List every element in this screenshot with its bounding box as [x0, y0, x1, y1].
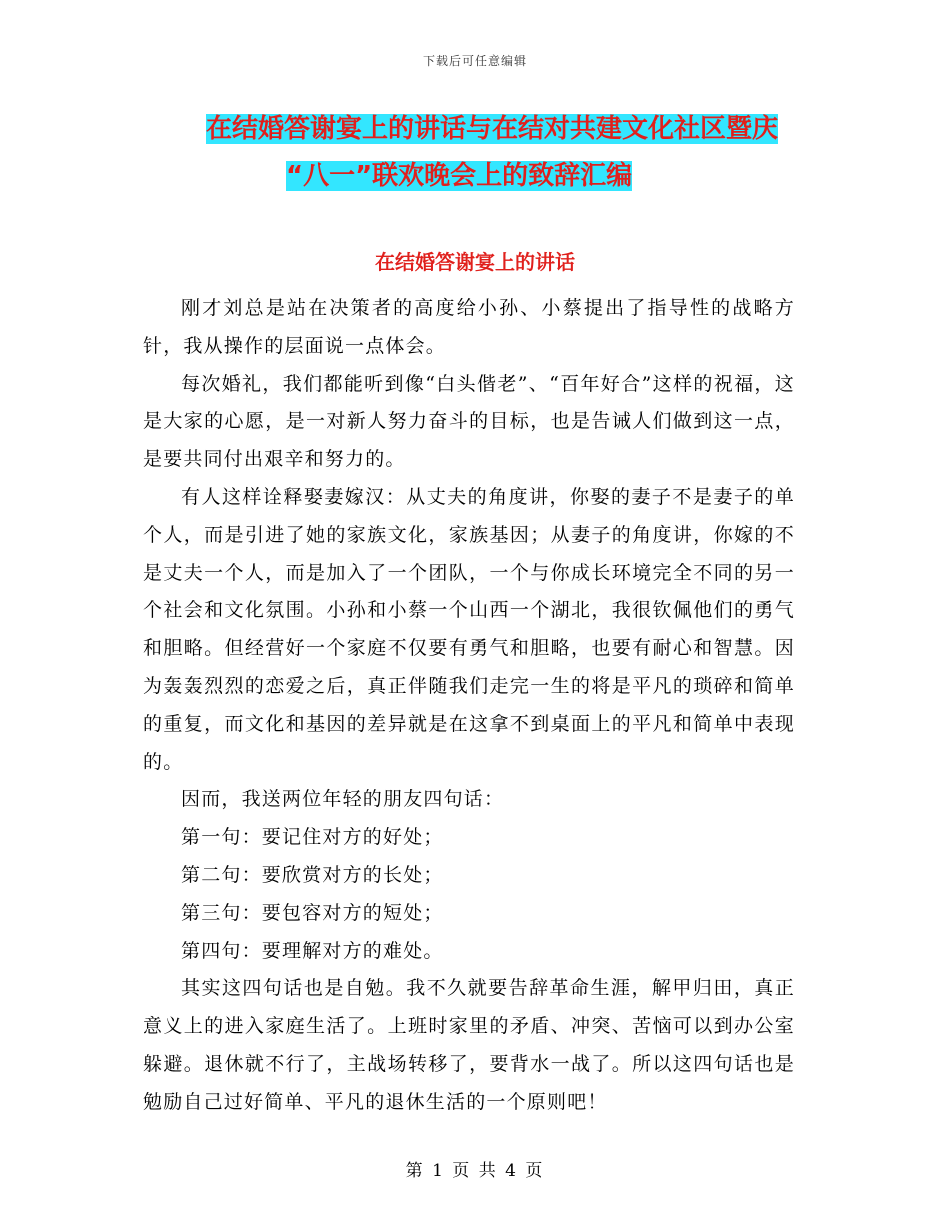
- title-line-1-text: 在结婚答谢宴上的讲话与在结对共建文化社区暨庆: [206, 114, 779, 144]
- paragraph: 每次婚礼，我们都能听到像“白头偕老”、“百年好合”这样的祝福，这是大家的心愿，是一对新人努力奋斗的目标，也是告诫人们做到这一点，是要共同付出艰辛和努力的。: [143, 372, 795, 471]
- paragraph: 第三句：要包容对方的短处；: [181, 901, 444, 924]
- paragraph: 第二句：要欣赏对方的长处；: [181, 863, 444, 886]
- paragraph: 其实这四句话也是自勉。我不久就要告辞革命生涯，解甲归田，真正意义上的进入家庭生活了。上班时家里的矛盾、冲突、苦恼可以到办公室躲避。退休就不行了，主战场转移了，要背水一战了。所以这四句话也是勉励自己过好简单、平凡的退休生活的一个原则吧！: [143, 977, 795, 1113]
- page-header-note: 下载后可任意编辑: [422, 54, 527, 68]
- paragraph: 刚才刘总是站在决策者的高度给小孙、小蔡提出了指导性的战略方针，我从操作的层面说一点体会。: [143, 297, 795, 357]
- page-number: 第 1 页 共 4 页: [405, 1161, 545, 1181]
- title-line-2: [160, 153, 840, 200]
- title-line-1: [160, 106, 840, 153]
- paragraph: 第一句：要记住对方的好处；: [181, 826, 444, 849]
- paragraph: 第四句：要理解对方的难处。: [181, 939, 444, 962]
- section-title: 在结婚答谢宴上的讲话: [375, 250, 575, 274]
- document-body: [143, 290, 795, 1122]
- paragraph: 有人这样诠释娶妻嫁汉：从丈夫的角度讲，你娶的妻子不是妻子的单个人，而是引进了她的家族文化，家族基因；从妻子的角度讲，你嫁的不是丈夫一个人，而是加入了一个团队，一个与你成长环境完全不同的另一个社会和文化氛围。小孙和小蔡一个山西一个湖北，我很钦佩他们的勇气和胆略。但经营好一个家庭不仅要有勇气和胆略，也要有耐心和智慧。因为轰轰烈烈的恋爱之后，真正伴随我们走完一生的将是平凡的琐碎和简单的重复，而文化和基因的差异就是在这拿不到桌面上的平凡和简单中表现的。: [143, 485, 795, 773]
- paragraph: 因而，我送两位年轻的朋友四句话：: [181, 788, 505, 811]
- document-title: [160, 106, 840, 200]
- title-line-2-text: “八一”联欢晚会上的致辞汇编: [286, 161, 633, 191]
